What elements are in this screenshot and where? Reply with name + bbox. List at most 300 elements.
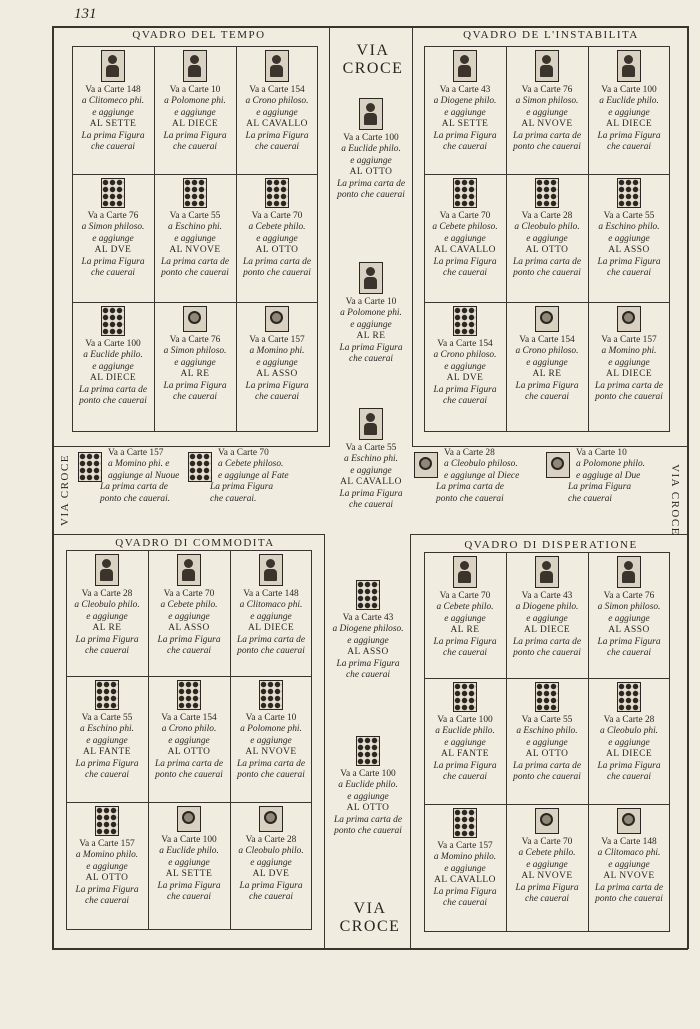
philosopher-line: a Diogene philo. — [433, 96, 497, 107]
aggiunge-line: e aggiunge — [168, 735, 210, 746]
card-value: AL ASSO — [608, 245, 650, 256]
carte-line: Va a Carte 70 — [163, 589, 215, 599]
cauerai-line: che cauerai — [167, 892, 211, 903]
philosopher-line: a Crono philo. — [161, 724, 217, 735]
grid-row-rule — [424, 678, 670, 679]
via-croce-left: VIA CROCE — [59, 454, 71, 526]
philosopher-line: a Diogene philoso. — [332, 624, 404, 635]
prima-line: La prima Figura — [339, 488, 403, 499]
carte-line: Va a Carte 100 — [601, 85, 657, 95]
prima-line: La prima Figura — [75, 634, 139, 645]
philosopher-line: a Cebete philo. — [518, 848, 576, 859]
middle-row-line: La prima Figura — [568, 482, 632, 493]
carte-line: Va a Carte 157 — [437, 841, 493, 851]
cauerai-line: che cauerai — [91, 268, 135, 279]
card-instruction-cell — [154, 50, 236, 153]
middle-row-line: che cauerai — [568, 493, 612, 504]
cauerai-line: ponto che cauerai — [79, 396, 147, 407]
pip-card-icon — [453, 178, 477, 208]
coin-card-icon — [414, 452, 438, 478]
pip-card-icon — [188, 452, 212, 482]
prima-line: La prima Figura — [339, 342, 403, 353]
cauerai-line: che cauerai — [443, 898, 487, 909]
card-instruction-cell — [424, 682, 506, 783]
aggiunge-line: e aggiunge — [250, 735, 292, 746]
middle-bottom-rule-left — [52, 534, 324, 535]
card-instruction-cell — [72, 50, 154, 153]
middle-row-line: aggiunge al Nuoue — [108, 470, 180, 481]
prima-line: La prima carta de — [513, 760, 581, 771]
card-value: AL SETTE — [89, 119, 137, 130]
philosopher-line: a Diogene philo. — [515, 602, 579, 613]
card-instruction-cell — [230, 680, 312, 781]
philosopher-line: a Cleobulo philo. — [238, 846, 304, 857]
middle-row-line: a Cebete philoso. — [218, 459, 284, 470]
grid-row-rule — [66, 802, 312, 803]
carte-line: Va a Carte 100 — [85, 339, 141, 349]
card-value: AL FANTE — [82, 747, 131, 758]
pip-card-icon — [183, 178, 207, 208]
card-instruction-cell — [424, 808, 506, 909]
carte-line: Va a Carte 55 — [81, 713, 133, 723]
aggiunge-line: e aggiunge — [608, 357, 650, 368]
prima-line: La prima carta de — [595, 380, 663, 391]
aggiunge-line: e aggiunge — [350, 319, 392, 330]
coin-card-icon — [259, 806, 283, 832]
cauerai-line: che cauerai — [249, 892, 293, 903]
aggiunge-line: e aggiunge — [526, 613, 568, 624]
philosopher-line: a Euclide philo. — [83, 350, 143, 361]
philosopher-line: a Clitomaco phi. — [239, 600, 303, 611]
card-value: AL CAVALLO — [434, 875, 496, 886]
card-instruction-cell — [424, 178, 506, 279]
philosopher-line: a Crono philoso. — [245, 96, 309, 107]
quadro-title-tempo: QVADRO DEL TEMPO — [132, 29, 266, 41]
aggiunge-line: e aggiunge — [444, 107, 486, 118]
card-instruction-cell — [326, 736, 410, 837]
middle-row-line: e aggiunge al Fate — [218, 470, 289, 481]
middle-row-instruction — [568, 448, 646, 505]
aggiunge-line: e aggiunge — [347, 635, 389, 646]
cauerai-line: che cauerai — [85, 646, 129, 657]
coin-card-icon — [183, 306, 207, 332]
center-left-rule-lower — [324, 534, 325, 948]
prima-line: La prima Figura — [245, 380, 309, 391]
coin-card-icon — [177, 806, 201, 832]
pip-card-icon — [617, 178, 641, 208]
card-instruction-cell — [588, 306, 670, 403]
prima-line: La prima carta de — [155, 758, 223, 769]
card-instruction-cell — [154, 306, 236, 403]
philosopher-line: a Momino phi. — [601, 346, 657, 357]
philosopher-line: a Eschino phi. — [168, 222, 222, 233]
middle-row-instruction — [436, 448, 520, 505]
middle-row-line: e aggiunge al Diece — [444, 470, 520, 481]
prima-line: La prima carta de — [334, 814, 402, 825]
prima-line: La prima Figura — [433, 636, 497, 647]
prima-line: La prima carta de — [513, 636, 581, 647]
carte-line: Va a Carte 148 — [85, 85, 141, 95]
card-value: AL NVOVE — [521, 119, 573, 130]
card-instruction-cell — [330, 262, 412, 365]
philosopher-line: a Euclide philo. — [435, 726, 495, 737]
carte-line: Va a Carte 76 — [521, 85, 573, 95]
aggiunge-line: e aggiunge — [526, 859, 568, 870]
carte-line: Va a Carte 100 — [343, 133, 399, 143]
card-instruction-cell — [588, 50, 670, 153]
philosopher-line: a Cebete philo. — [436, 602, 494, 613]
coin-card-icon — [546, 452, 570, 478]
middle-row-line: Va a Carte 28 — [444, 448, 495, 458]
middle-row-line: Va a Carte 157 — [108, 448, 164, 458]
frame-right-rule — [687, 26, 689, 949]
prima-line: La prima Figura — [597, 256, 661, 267]
middle-row-line: a Momino phi. e — [108, 459, 170, 470]
figure-card-icon — [359, 408, 383, 440]
grid-row-rule — [424, 804, 670, 805]
prima-line: La prima Figura — [597, 636, 661, 647]
philosopher-line: a Cleobulo philo. — [74, 600, 140, 611]
philosopher-line: a Crono philoso. — [433, 350, 497, 361]
aggiunge-line: e aggiunge — [86, 861, 128, 872]
carte-line: Va a Carte 10 — [169, 85, 221, 95]
cauerai-line: che cauerai — [607, 268, 651, 279]
card-value: AL CAVALLO — [246, 119, 308, 130]
carte-line: Va a Carte 100 — [161, 835, 217, 845]
carte-line: Va a Carte 76 — [169, 335, 221, 345]
pip-card-icon — [453, 808, 477, 838]
cauerai-line: che cauerai — [85, 896, 129, 907]
frame-bottom-rule — [52, 948, 688, 950]
aggiunge-line: e aggiunge — [526, 737, 568, 748]
prima-line: La prima carta de — [161, 256, 229, 267]
card-value: AL DIECE — [605, 119, 653, 130]
philosopher-line: a Momino philo. — [75, 850, 139, 861]
card-value: AL ASSO — [256, 369, 298, 380]
philosopher-line: a Simon philoso. — [597, 602, 661, 613]
middle-row-line: La prima carta de — [100, 482, 168, 493]
pip-card-icon — [78, 452, 102, 482]
aggiunge-line: e aggiunge — [174, 357, 216, 368]
grid-row-rule — [424, 174, 670, 175]
carte-line: Va a Carte 100 — [437, 715, 493, 725]
carte-line: Va a Carte 154 — [437, 339, 493, 349]
aggiunge-line: e aggiunge — [174, 233, 216, 244]
carte-line: Va a Carte 76 — [87, 211, 139, 221]
prima-line: La prima Figura — [597, 760, 661, 771]
card-value: AL OTTO — [525, 245, 569, 256]
card-value: AL OTTO — [167, 747, 211, 758]
prima-line: La prima Figura — [336, 658, 400, 669]
carte-line: Va a Carte 43 — [521, 591, 573, 601]
philosopher-line: a Simon philoso. — [515, 96, 579, 107]
card-value: AL OTTO — [346, 803, 390, 814]
center-right-rule-lower — [410, 534, 411, 948]
middle-row-instruction — [100, 448, 180, 505]
prima-line: La prima carta de — [595, 882, 663, 893]
cauerai-line: ponto che cauerai — [243, 268, 311, 279]
card-value: AL NVOVE — [169, 245, 221, 256]
pip-card-icon — [453, 682, 477, 712]
aggiunge-line: e aggiunge — [444, 361, 486, 372]
card-value: AL DVE — [446, 373, 484, 384]
card-value: AL CAVALLO — [340, 477, 402, 488]
card-instruction-cell — [66, 806, 148, 907]
cauerai-line: ponto che cauerai — [161, 268, 229, 279]
prima-line: La prima Figura — [433, 886, 497, 897]
middle-bottom-rule-right — [410, 534, 688, 535]
figure-card-icon — [183, 50, 207, 82]
card-instruction-cell — [230, 554, 312, 657]
philosopher-line: a Eschino philo. — [598, 222, 660, 233]
aggiunge-line: e aggiunge — [174, 107, 216, 118]
aggiunge-line: e aggiunge — [526, 107, 568, 118]
card-instruction-cell — [506, 682, 588, 783]
carte-line: Va a Carte 157 — [249, 335, 305, 345]
philosopher-line: a Cebete philo. — [248, 222, 306, 233]
card-value: AL DIECE — [89, 373, 137, 384]
card-instruction-cell — [148, 680, 230, 781]
pip-card-icon — [535, 178, 559, 208]
card-value: AL OTTO — [525, 749, 569, 760]
carte-line: Va a Carte 76 — [603, 591, 655, 601]
aggiunge-line: e aggiunge — [86, 611, 128, 622]
philosopher-line: a Crono philoso. — [515, 346, 579, 357]
card-instruction-cell — [154, 178, 236, 279]
card-value: AL RE — [450, 625, 480, 636]
figure-card-icon — [617, 556, 641, 588]
card-instruction-cell — [424, 556, 506, 659]
philosopher-line: a Simon philoso. — [163, 346, 227, 357]
cauerai-line: che cauerai — [443, 772, 487, 783]
philosopher-line: a Euclide philo. — [599, 96, 659, 107]
cauerai-line: ponto che cauerai — [337, 190, 405, 201]
prima-line: La prima Figura — [239, 880, 303, 891]
cauerai-line: ponto che cauerai — [513, 268, 581, 279]
grid-row-rule — [72, 302, 318, 303]
coin-card-icon — [265, 306, 289, 332]
philosopher-line: a Euclide philo. — [159, 846, 219, 857]
middle-row-instruction — [210, 448, 289, 505]
prima-line: La prima carta de — [237, 634, 305, 645]
figure-card-icon — [259, 554, 283, 586]
pip-card-icon — [259, 680, 283, 710]
prima-line: La prima Figura — [81, 256, 145, 267]
pip-card-icon — [617, 682, 641, 712]
carte-line: Va a Carte 43 — [342, 613, 394, 623]
via-croce-right: VIA CROCE — [669, 464, 681, 536]
cauerai-line: che cauerai — [607, 648, 651, 659]
aggiunge-line: e aggiunge — [92, 233, 134, 244]
philosopher-line: a Eschino phi. — [80, 724, 134, 735]
prima-line: La prima Figura — [157, 634, 221, 645]
cauerai-line: che cauerai — [255, 142, 299, 153]
carte-line: Va a Carte 55 — [169, 211, 221, 221]
page-number: 131 — [74, 6, 97, 22]
cauerai-line: che cauerai — [443, 142, 487, 153]
aggiunge-line: e aggiunge — [608, 107, 650, 118]
aggiunge-line: e aggiunge — [526, 233, 568, 244]
prima-line: La prima Figura — [245, 130, 309, 141]
philosopher-line: a Cebete philo. — [160, 600, 218, 611]
card-value: AL DVE — [94, 245, 132, 256]
card-value: AL FANTE — [440, 749, 489, 760]
coin-card-icon — [617, 808, 641, 834]
aggiunge-line: e aggiunge — [526, 357, 568, 368]
aggiunge-line: e aggiunge — [608, 859, 650, 870]
aggiunge-line: e aggiunge — [444, 737, 486, 748]
carte-line: Va a Carte 148 — [243, 589, 299, 599]
middle-row-line: che cauerai. — [210, 493, 257, 504]
card-value: AL ASSO — [168, 623, 210, 634]
pip-card-icon — [95, 806, 119, 836]
quadro-title-disperatione: QVADRO DI DISPERATIONE — [464, 539, 638, 551]
coin-card-icon — [535, 306, 559, 332]
via-croce-bottom: VIA CROCE — [339, 900, 401, 935]
figure-card-icon — [535, 50, 559, 82]
carte-line: Va a Carte 28 — [245, 835, 297, 845]
figure-card-icon — [453, 50, 477, 82]
middle-row-line: ponto che cauerai. — [100, 493, 171, 504]
cauerai-line: ponto che cauerai — [513, 142, 581, 153]
philosopher-line: a Polomone phi. — [164, 96, 226, 107]
middle-top-rule-left — [52, 446, 330, 447]
card-instruction-cell — [236, 178, 318, 279]
cauerai-line: che cauerai — [255, 392, 299, 403]
carte-line: Va a Carte 100 — [340, 769, 396, 779]
carte-line: Va a Carte 43 — [439, 85, 491, 95]
card-value: AL SETTE — [441, 119, 489, 130]
middle-row-line: Va a Carte 70 — [218, 448, 269, 458]
cauerai-line: che cauerai — [349, 500, 393, 511]
card-instruction-cell — [66, 680, 148, 781]
card-instruction-cell — [230, 806, 312, 903]
grid-row-rule — [424, 302, 670, 303]
cauerai-line: che cauerai — [443, 396, 487, 407]
pip-card-icon — [177, 680, 201, 710]
philosopher-line: a Momino phi. — [249, 346, 305, 357]
card-instruction-cell — [326, 580, 410, 681]
card-value: AL OTTO — [255, 245, 299, 256]
prima-line: La prima carta de — [243, 256, 311, 267]
card-instruction-cell — [148, 806, 230, 903]
cauerai-line: ponto che cauerai — [513, 772, 581, 783]
philosopher-line: a Eschino philo. — [516, 726, 578, 737]
carte-line: Va a Carte 10 — [245, 713, 297, 723]
card-instruction-cell — [72, 306, 154, 407]
prima-line: La prima Figura — [433, 384, 497, 395]
prima-line: La prima Figura — [163, 130, 227, 141]
figure-card-icon — [535, 556, 559, 588]
card-instruction-cell — [236, 306, 318, 403]
prima-line: La prima Figura — [75, 758, 139, 769]
carte-line: Va a Carte 148 — [601, 837, 657, 847]
aggiunge-line: e aggiunge — [608, 737, 650, 748]
card-value: AL DVE — [252, 869, 290, 880]
philosopher-line: a Momino philo. — [433, 852, 497, 863]
pip-card-icon — [356, 736, 380, 766]
philosopher-line: a Polomone phi. — [240, 724, 302, 735]
carte-line: Va a Carte 70 — [439, 211, 491, 221]
card-value: AL RE — [92, 623, 122, 634]
prima-line: La prima carta de — [513, 130, 581, 141]
middle-row-line: a Polomone philo. — [576, 459, 646, 470]
pip-card-icon — [535, 682, 559, 712]
pip-card-icon — [101, 306, 125, 336]
philosopher-line: a Polomone phi. — [340, 308, 402, 319]
card-instruction-cell — [148, 554, 230, 657]
frame-left-rule — [52, 26, 54, 949]
carte-line: Va a Carte 28 — [81, 589, 133, 599]
middle-row-line: La prima Figura — [210, 482, 274, 493]
cauerai-line: che cauerai — [91, 142, 135, 153]
aggiunge-line: e aggiunge — [444, 233, 486, 244]
card-value: AL NVOVE — [521, 871, 573, 882]
center-right-rule — [412, 26, 413, 446]
prima-line: La prima Figura — [515, 380, 579, 391]
carte-line: Va a Carte 154 — [249, 85, 305, 95]
philosopher-line: a Clitomaco phi. — [597, 848, 661, 859]
pip-card-icon — [453, 306, 477, 336]
carte-line: Va a Carte 70 — [521, 837, 573, 847]
aggiunge-line: e aggiunge — [256, 233, 298, 244]
card-instruction-cell — [506, 306, 588, 403]
prima-line: La prima Figura — [433, 130, 497, 141]
card-value: AL CAVALLO — [434, 245, 496, 256]
cauerai-line: che cauerai — [525, 894, 569, 905]
cauerai-line: che cauerai — [607, 142, 651, 153]
via-croce-top: VIA CROCE — [342, 42, 404, 77]
card-instruction-cell — [588, 808, 670, 905]
philosopher-line: a Simon philoso. — [81, 222, 145, 233]
cauerai-line: ponto che cauerai — [237, 646, 305, 657]
figure-card-icon — [359, 98, 383, 130]
card-value: AL SETTE — [165, 869, 213, 880]
card-value: AL DIECE — [605, 749, 653, 760]
card-value: AL ASSO — [608, 625, 650, 636]
card-instruction-cell — [506, 178, 588, 279]
coin-card-icon — [535, 808, 559, 834]
cauerai-line: che cauerai — [607, 772, 651, 783]
carte-line: Va a Carte 28 — [603, 715, 655, 725]
figure-card-icon — [617, 50, 641, 82]
aggiunge-line: e aggiunge — [256, 107, 298, 118]
card-value: AL RE — [356, 331, 386, 342]
carte-line: Va a Carte 55 — [521, 715, 573, 725]
philosopher-line: a Euclide philo. — [338, 780, 398, 791]
aggiunge-line: e aggiunge — [168, 857, 210, 868]
card-value: AL DIECE — [247, 623, 295, 634]
cauerai-line: ponto che cauerai — [595, 392, 663, 403]
cauerai-line: che cauerai — [525, 392, 569, 403]
quadro-title-commodita: QVADRO DI COMMODITA — [115, 537, 275, 549]
grid-row-rule — [72, 174, 318, 175]
card-value: AL DIECE — [523, 625, 571, 636]
philosopher-line: a Eschino phi. — [344, 454, 398, 465]
figure-card-icon — [101, 50, 125, 82]
card-value: AL RE — [180, 369, 210, 380]
cauerai-line: che cauerai — [443, 268, 487, 279]
cauerai-line: ponto che cauerai — [334, 826, 402, 837]
card-instruction-cell — [588, 178, 670, 279]
center-left-rule — [329, 26, 330, 446]
carte-line: Va a Carte 154 — [161, 713, 217, 723]
middle-row-line: Va a Carte 10 — [576, 448, 627, 458]
card-value: AL DIECE — [605, 369, 653, 380]
cauerai-line: che cauerai — [173, 142, 217, 153]
card-value: AL RE — [532, 369, 562, 380]
figure-card-icon — [453, 556, 477, 588]
